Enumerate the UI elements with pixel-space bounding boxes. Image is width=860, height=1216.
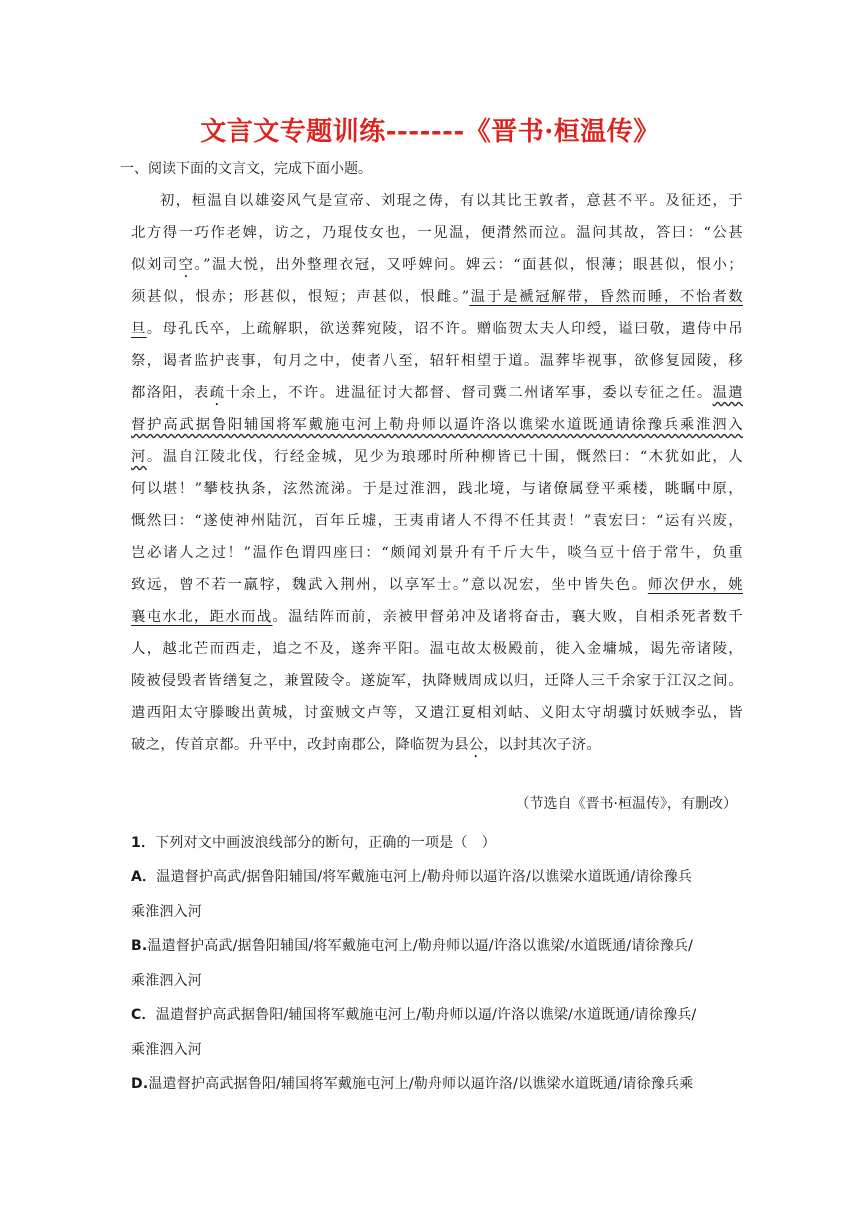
emphasis-dot-char: 公 [468,737,484,753]
option-a: A．温遣督护高武/据鲁阳辅国/将军戴施屯河上/勒舟师以逼许洛/以谯梁水道既通/请徐豫兵 [131,869,693,885]
wavy-underlined-text: 督护高武据鲁阳辅国将军戴施屯河上勒舟师以逼许洛以谯梁水道既通请徐豫兵乘淮泗入 [131,417,743,433]
option-d: D.温遣督护高武据鲁阳/辅国将军戴施屯河上/勒舟师以逼许洛/以谯梁水道既通/请徐豫兵乘 [131,1076,694,1092]
passage-line: 破之，传首京都。升平中，改封南郡公，降临贺为县公，以封其次子济。 [131,737,602,753]
passage-line: 致远，曾不若一羸牸，魏武入荆州，以享军士。”意以况宏，坐中皆失色。师次伊水，姚 [131,577,743,593]
passage-line: 祭，谒者监护丧事，旬月之中，使者八至，轺轩相望于道。温葬毕视事，欲修复园陵，移 [131,353,743,369]
passage-line: 旦。母孔氏卒，上疏解职，欲送葬宛陵，诏不许。赠临贺太夫人印绶，谥曰敬，遣侍中吊 [131,321,743,337]
passage-line: 遣西阳太守滕畯出黄城，讨蛮贼文卢等，又遣江夏相刘岵、义阳太守胡骥讨妖贼李弘，皆 [131,705,743,721]
passage-line: 慨然曰：“遂使神州陆沉，百年丘墟，王夷甫诸人不得不任其责！”袁宏曰：“运有兴废， [131,513,743,529]
question-stem: 1．下列对文中画波浪线部分的断句，正确的一项是（ ） [131,835,496,851]
page-title: 文言文专题训练-------《晋书·桓温传》 [200,117,660,147]
passage-line: 陵被侵毁者皆缮复之，兼置陵令。遂旋军，执降贼周成以归，迁降人三千余家于江汉之间。 [131,673,743,689]
underlined-sentence: 温于是褫冠解带，昏然而睡，不怡者数 [469,289,743,305]
section-instruction: 一、阅读下面的文言文，完成下面小题。 [120,161,372,177]
passage-line: 何以堪！”攀枝执条，泫然流涕。于是过淮泗，践北境，与诸僚属登平乘楼，眺瞩中原， [131,481,743,497]
passage-line: 河。温自江陵北伐，行经金城，见少为琅琊时所种柳皆已十围，慨然曰：“木犹如此，人 [131,449,743,465]
wavy-underlined-text: 温遣 [712,385,743,401]
passage-line: 初，桓温自以雄姿风气是宣帝、刘琨之俦，有以其比王敦者，意甚不平。及征还，于 [160,193,743,209]
option-a-continued: 乘淮泗入河 [131,904,202,920]
passage-line [131,409,743,441]
option-c: C．温遣督护高武据鲁阳/辅国将军戴施屯河上/勒舟师以逼/许洛以谯梁/水道既通/请徐豫兵/ [131,1007,697,1023]
passage-source: （节选自《晋书·桓温传》，有删改） [515,796,737,812]
emphasis-dot-char: 空 [178,257,195,273]
passage [131,185,743,761]
emphasis-dot-char: 疏 [209,385,226,401]
passage-line: 人，越北芒而西走，追之不及，遂奔平阳。温屯故太极殿前，徙入金墉城，谒先帝诸陵， [131,641,743,657]
passage-line: 襄屯水北，距水而战。温结阵而前，亲被甲督弟冲及诸将奋击，襄大败，自相杀死者数千 [131,609,743,625]
passage-line: 北方得一巧作老婢，访之，乃琨伎女也，一见温，便潸然而泣。温问其故，答曰：“公甚 [131,225,743,241]
passage-line: 似刘司空。”温大悦，出外整理衣冠，又呼婢问。婢云：“面甚似，恨薄；眼甚似，恨小； [131,257,743,273]
option-b: B.温遣督护高武/据鲁阳辅国/将军戴施屯河上/勒舟师以逼/许洛以谯梁/水道既通/请徐豫兵/ [131,938,694,954]
option-b-continued: 乘淮泗入河 [131,973,202,989]
underlined-sentence: 师次伊水，姚 [647,577,743,593]
passage-line: 须甚似，恨赤；形甚似，恨短；声甚似，恨雌。”温于是褫冠解带，昏然而睡，不怡者数 [131,289,743,305]
passage-line: 都洛阳，表疏十余上，不许。进温征讨大都督、督司冀二州诸军事，委以专征之任。温遣 [131,385,743,401]
option-c-continued: 乘淮泗入河 [131,1042,202,1058]
underlined-sentence: 旦 [131,321,147,337]
underlined-sentence: 襄屯水北，距水而战 [131,609,273,625]
wavy-underlined-text: 河 [131,449,147,465]
passage-line: 岂必诸人之过！”温作色谓四座曰：“颇闻刘景升有千斤大牛，啖刍豆十倍于常牛，负重 [131,545,743,561]
